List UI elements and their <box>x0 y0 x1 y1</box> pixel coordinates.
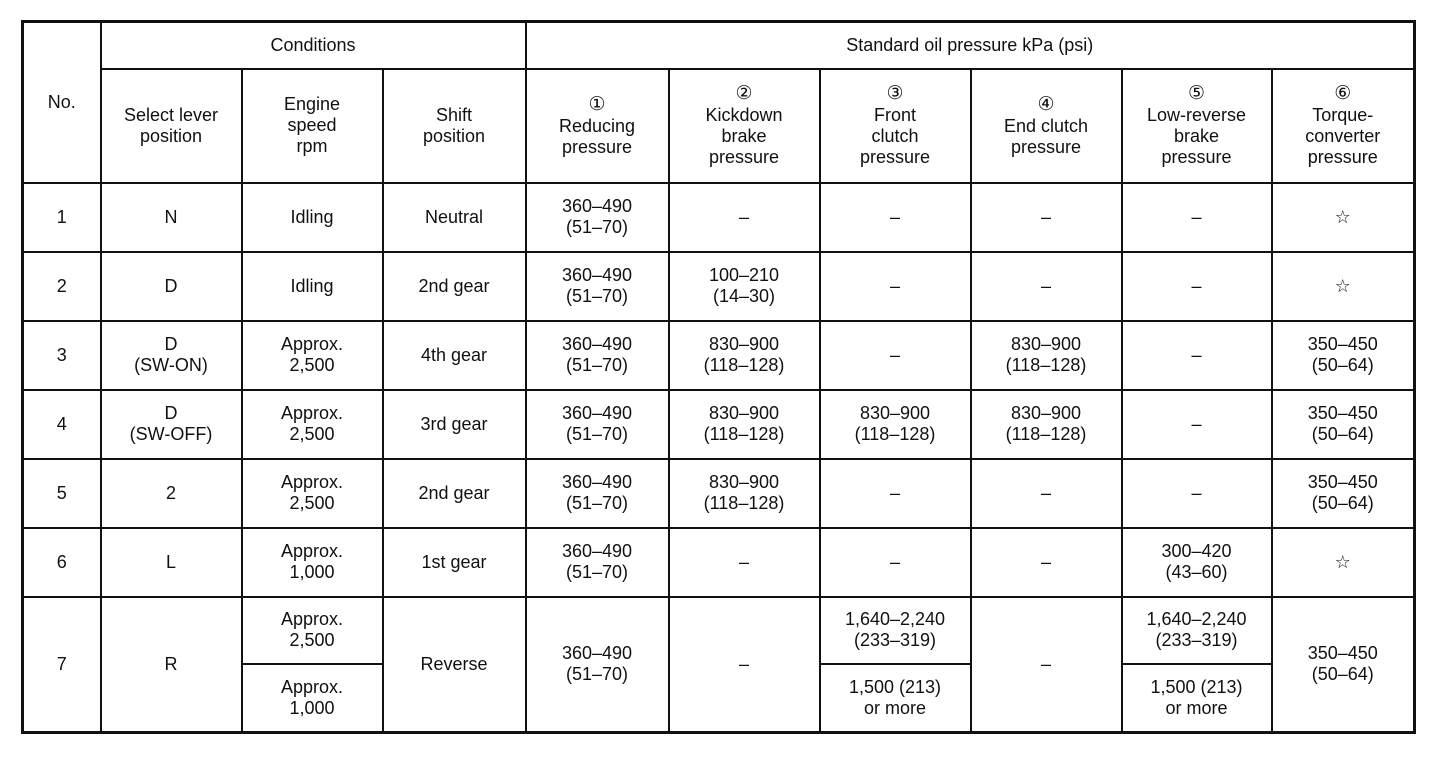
table-row <box>23 252 1415 321</box>
cell-end-clutch: – <box>971 183 1122 252</box>
cell-shift: Reverse <box>383 597 526 733</box>
cell-torque-converter: 350–450 (50–64) <box>1272 597 1415 733</box>
cell-shift: 4th gear <box>383 321 526 390</box>
cell-torque-converter: 350–450 (50–64) <box>1272 321 1415 390</box>
cell-end-clutch: – <box>971 528 1122 597</box>
table-row <box>23 528 1415 597</box>
cell-reducing: 360–490 (51–70) <box>526 390 669 459</box>
cell-torque-converter: ☆ <box>1272 528 1415 597</box>
header-label: Low-reverse brake pressure <box>1146 105 1247 167</box>
header-conditions: Conditions <box>101 22 526 69</box>
cell-front-clutch: – <box>820 183 971 252</box>
cell-kickdown: 830–900 (118–128) <box>669 321 820 390</box>
cell-kickdown: – <box>669 597 820 733</box>
circled-number-2: ② <box>735 83 753 104</box>
cell-lever: N <box>101 183 242 252</box>
cell-shift: 2nd gear <box>383 459 526 528</box>
header-low-reverse-brake-pressure <box>1122 69 1272 183</box>
header-shift-position: Shift position <box>383 69 526 183</box>
cell-reducing: 360–490 (51–70) <box>526 321 669 390</box>
circled-number-5: ⑤ <box>1187 83 1206 104</box>
cell-low-reverse: 1,500 (213) or more <box>1122 664 1272 733</box>
header-label: Kickdown brake pressure <box>705 105 783 167</box>
cell-front-clutch: 1,500 (213) or more <box>820 664 971 733</box>
circled-number-6: ⑥ <box>1334 83 1352 104</box>
cell-lever: L <box>101 528 242 597</box>
header-engine-speed: Engine speed rpm <box>242 69 383 183</box>
cell-shift: 1st gear <box>383 528 526 597</box>
header-front-clutch-pressure <box>820 69 971 183</box>
cell-no: 1 <box>23 183 101 252</box>
cell-lever: D (SW-ON) <box>101 321 242 390</box>
cell-end-clutch: 830–900 (118–128) <box>971 321 1122 390</box>
cell-torque-converter: 350–450 (50–64) <box>1272 459 1415 528</box>
header-reducing-pressure <box>526 69 669 183</box>
table-row <box>23 597 1415 664</box>
cell-no: 5 <box>23 459 101 528</box>
cell-speed: Idling <box>242 252 383 321</box>
cell-torque-converter: ☆ <box>1272 252 1415 321</box>
table-row <box>23 459 1415 528</box>
table-row <box>23 183 1415 252</box>
cell-end-clutch: 830–900 (118–128) <box>971 390 1122 459</box>
header-end-clutch-pressure <box>971 69 1122 183</box>
header-label: Torque- converter pressure <box>1305 105 1381 167</box>
cell-end-clutch: – <box>971 252 1122 321</box>
cell-no: 7 <box>23 597 101 733</box>
circled-number-4: ④ <box>1037 93 1055 115</box>
cell-shift: Neutral <box>383 183 526 252</box>
cell-kickdown: 830–900 (118–128) <box>669 459 820 528</box>
cell-front-clutch: – <box>820 321 971 390</box>
cell-speed: Approx. 1,000 <box>242 528 383 597</box>
header-torque-converter-pressure <box>1272 69 1415 183</box>
cell-shift: 2nd gear <box>383 252 526 321</box>
header-kickdown-brake-pressure <box>669 69 820 183</box>
cell-end-clutch: – <box>971 597 1122 733</box>
cell-low-reverse: 1,640–2,240 (233–319) <box>1122 597 1272 664</box>
cell-speed: Idling <box>242 183 383 252</box>
cell-lever: 2 <box>101 459 242 528</box>
cell-speed: Approx. 2,500 <box>242 321 383 390</box>
cell-front-clutch: – <box>820 528 971 597</box>
cell-front-clutch: – <box>820 459 971 528</box>
cell-reducing: 360–490 (51–70) <box>526 528 669 597</box>
cell-lever: D (SW-OFF) <box>101 390 242 459</box>
cell-end-clutch: – <box>971 459 1122 528</box>
cell-front-clutch: 830–900 (118–128) <box>820 390 971 459</box>
cell-no: 6 <box>23 528 101 597</box>
cell-reducing: 360–490 (51–70) <box>526 252 669 321</box>
cell-kickdown: – <box>669 528 820 597</box>
header-standard-oil-pressure: Standard oil pressure kPa (psi) <box>526 22 1415 69</box>
cell-front-clutch: – <box>820 252 971 321</box>
cell-reducing: 360–490 (51–70) <box>526 459 669 528</box>
cell-low-reverse: – <box>1122 321 1272 390</box>
header-label: Front clutch pressure <box>859 105 931 167</box>
cell-low-reverse: 300–420 (43–60) <box>1122 528 1272 597</box>
cell-no: 3 <box>23 321 101 390</box>
cell-torque-converter: 350–450 (50–64) <box>1272 390 1415 459</box>
cell-no: 4 <box>23 390 101 459</box>
cell-kickdown: 830–900 (118–128) <box>669 390 820 459</box>
cell-kickdown: – <box>669 183 820 252</box>
oil-pressure-table <box>21 20 1416 734</box>
cell-speed: Approx. 2,500 <box>242 459 383 528</box>
cell-shift: 3rd gear <box>383 390 526 459</box>
cell-speed: Approx. 1,000 <box>242 664 383 733</box>
cell-front-clutch: 1,640–2,240 (233–319) <box>820 597 971 664</box>
cell-speed: Approx. 2,500 <box>242 390 383 459</box>
circled-number-3: ③ <box>886 83 904 104</box>
header-label: Reducing pressure <box>558 115 636 157</box>
header-select-lever: Select lever position <box>101 69 242 183</box>
table-row <box>23 321 1415 390</box>
cell-low-reverse: – <box>1122 252 1272 321</box>
cell-reducing: 360–490 (51–70) <box>526 183 669 252</box>
cell-reducing: 360–490 (51–70) <box>526 597 669 733</box>
cell-torque-converter: ☆ <box>1272 183 1415 252</box>
table-row <box>23 390 1415 459</box>
header-label: End clutch pressure <box>1003 115 1089 157</box>
circled-number-1: ① <box>588 93 606 115</box>
header-no: No. <box>23 22 101 183</box>
cell-no: 2 <box>23 252 101 321</box>
cell-low-reverse: – <box>1122 183 1272 252</box>
cell-lever: R <box>101 597 242 733</box>
cell-lever: D <box>101 252 242 321</box>
cell-kickdown: 100–210 (14–30) <box>669 252 820 321</box>
cell-low-reverse: – <box>1122 390 1272 459</box>
cell-speed: Approx. 2,500 <box>242 597 383 664</box>
cell-low-reverse: – <box>1122 459 1272 528</box>
